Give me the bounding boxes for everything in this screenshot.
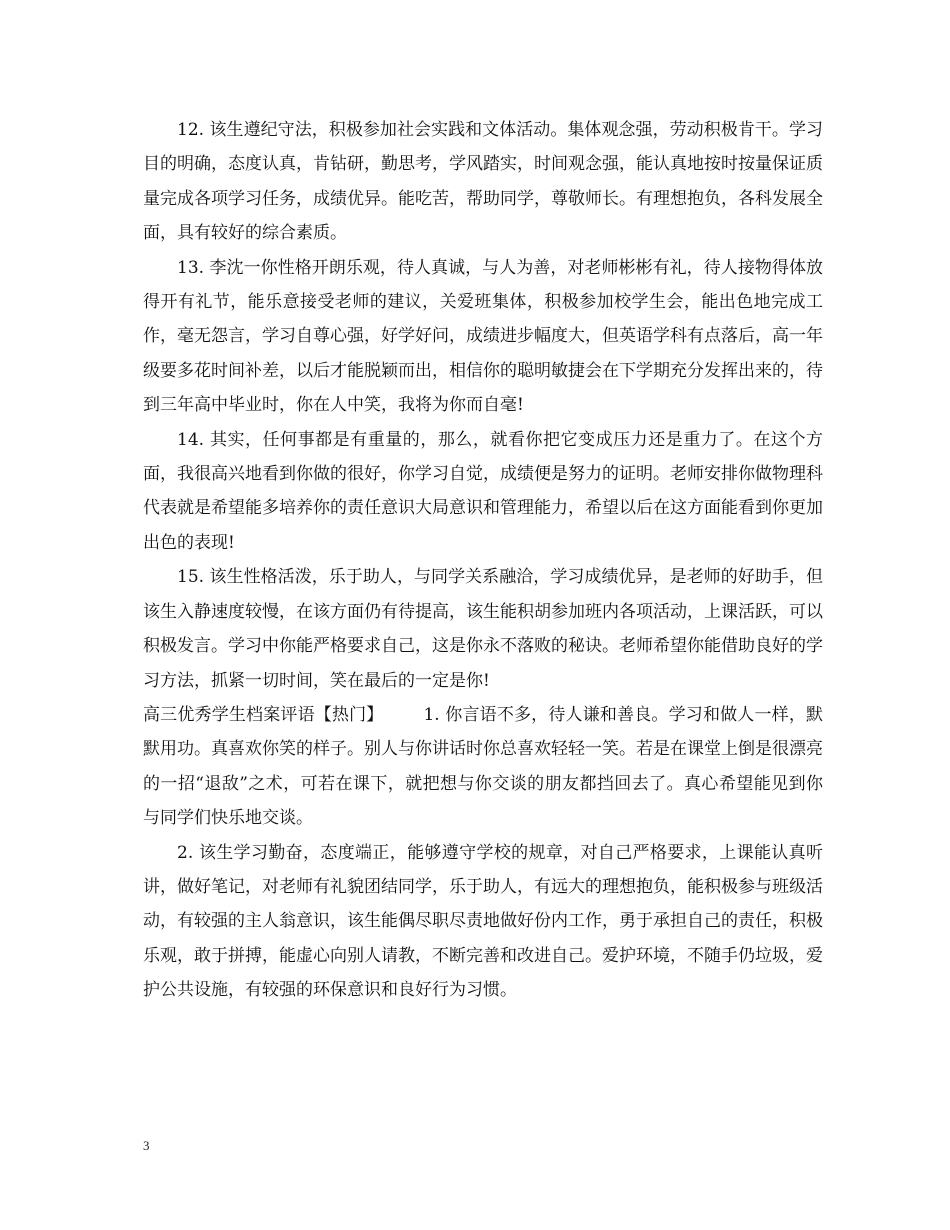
comment-paragraph-14: 14. 其实，任何事都是有重量的，那么，就看你把它变成压力还是重力了。在这个方面，我很高兴地看到你做的很好，你学习自觉，成绩便是努力的证明。老师安排你做物理科代表就是希望能多培养你的责任意识大局意识和管理能力，希望以后在这方面能看到你更加出色的表现! <box>143 429 823 553</box>
section-heading: 高三优秀学生档案评语【热门】 <box>143 704 384 725</box>
comment-paragraph-2: 2. 该生学习勤奋，态度端正，能够遵守学校的规章，对自己严格要求，上课能认真听讲，做好笔记，对老师有礼貌团结同学，乐于助人，有远大的理想抱负，能积极参与班级活动，有较强的主人翁意识，该生能偶尽职尽责地做好份内工作，勇于承担自己的责任，积极乐观，敢于拼搏，能虚心向别人请教，不断完善和改进自己。爱护环境，不随手仍垃圾，爱护公共设施，有较强的环保意识和良好行为习惯。 <box>143 842 823 1001</box>
comment-paragraph-13: 13. 李沈一你性格开朗乐观，待人真诚，与人为善，对老师彬彬有礼，待人接物得体放得开有礼节，能乐意接受老师的建议，关爱班集体，积极参加校学生会，能出色地完成工作，毫无怨言，学习自尊心强，好学好问，成绩进步幅度大，但英语学科有点落后，高一年级要多花时间补差，以后才能脱颖而出，相信你的聪明敏捷会在下学期充分发挥出来的，待到三年高中毕业时，你在人中笑，我将为你而自毫! <box>143 257 823 416</box>
comment-paragraph-12: 12. 该生遵纪守法，积极参加社会实践和文体活动。集体观念强，劳动积极肯干。学习目的明确，态度认真，肯钻研，勤思考，学风踏实，时间观念强，能认真地按时按量保证质量完成各项学习任务，成绩优异。能吃苦，帮助同学，尊敬师长。有理想抱负，各科发展全面，具有较好的综合素质。 <box>143 120 823 244</box>
comment-paragraph-15: 15. 该生性格活泼，乐于助人，与同学关系融洽，学习成绩优异，是老师的好助手，但该生入静速度较慢，在该方面仍有待提高，该生能积胡参加班内各项活动，上课活跃，可以积极发言。学习中你能严格要求自己，这是你永不落败的秘诀。老师希望你能借助良好的学习方法，抓紧一切时间，笑在最后的一定是你! <box>143 567 823 691</box>
comment-paragraph-1: 1. 你言语不多，待人谦和善良。学习和做人一样，默默用功。真喜欢你笑的样子。别人与你讲话时你总喜欢轻轻一笑。若是在课堂上倒是很漂亮的一招“退敌”之术，可若在课下，就把想与你交谈的朋友都挡回去了。真心希望能见到你与同学们快乐地交谈。 <box>143 704 824 829</box>
section-paragraph <box>143 698 823 836</box>
page-number: 3 <box>143 1138 150 1153</box>
document-body <box>143 113 823 1008</box>
